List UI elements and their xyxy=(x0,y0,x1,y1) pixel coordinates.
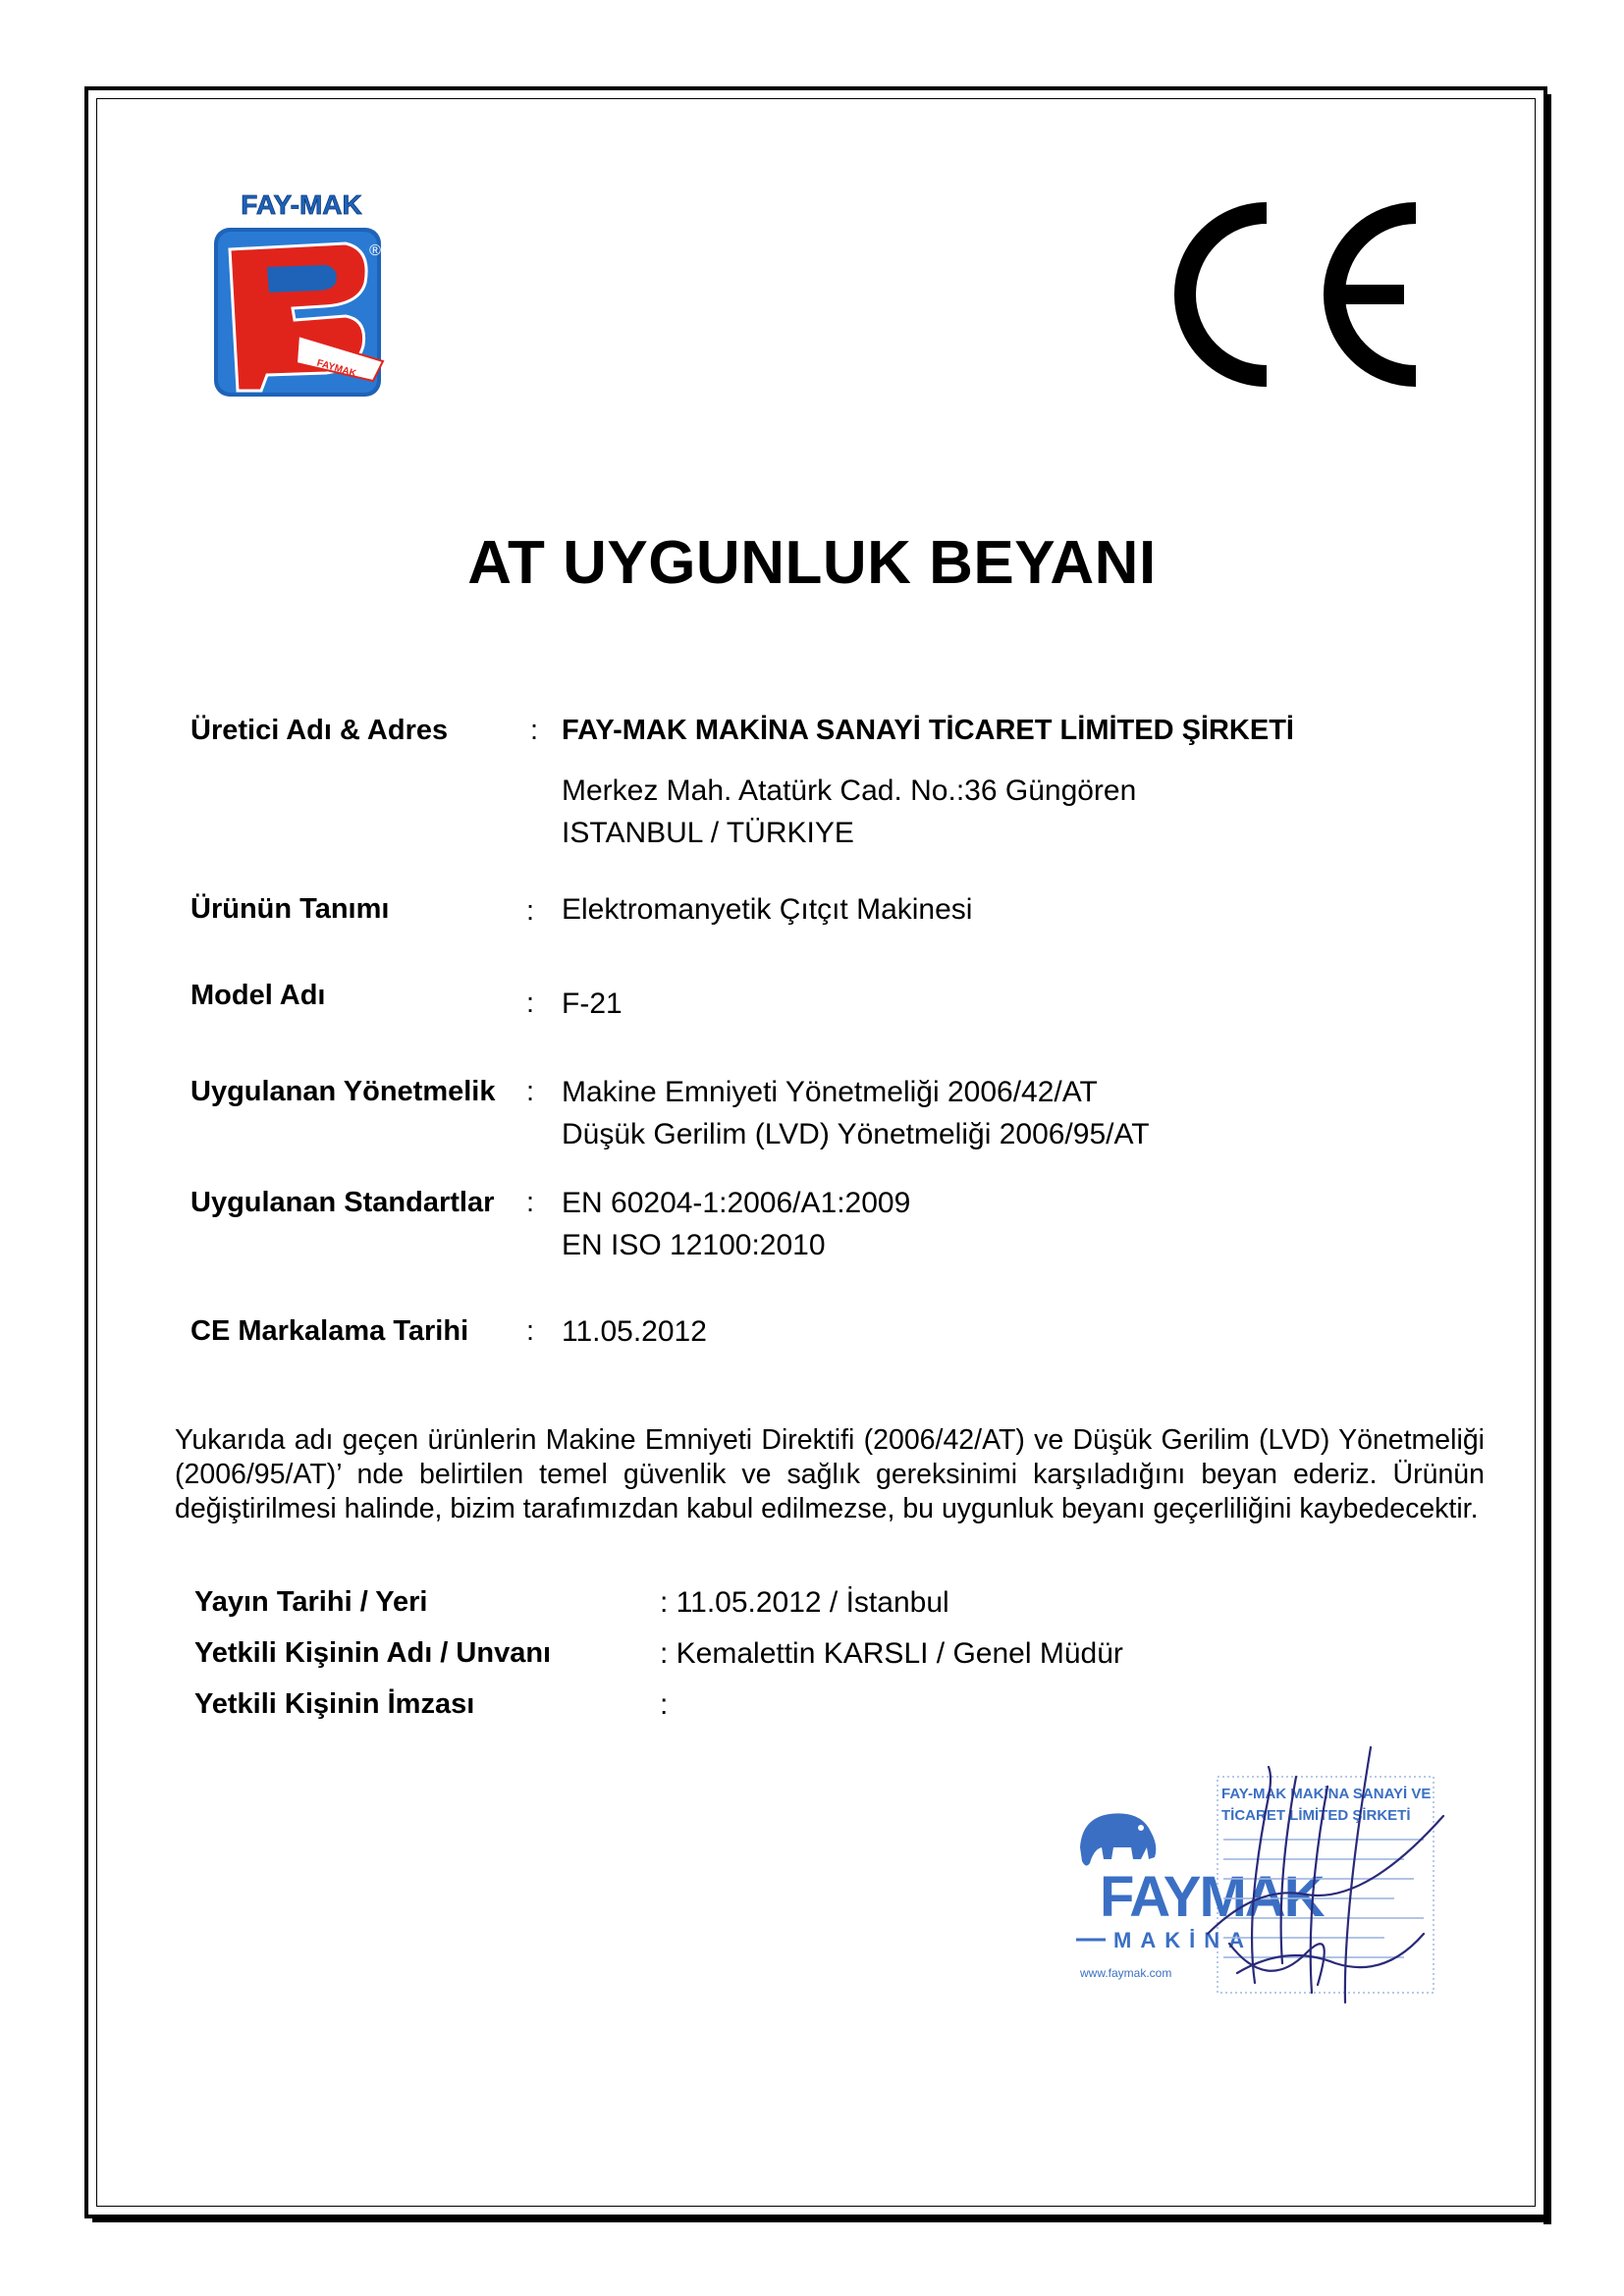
page-border-shadow-bottom xyxy=(92,2215,1551,2222)
ce-mark-icon xyxy=(1159,201,1424,388)
document-title: AT UYGUNLUK BEYANI xyxy=(467,529,1157,597)
signature-colon: : xyxy=(660,1688,669,1721)
svg-text:®: ® xyxy=(369,242,381,259)
manufacturer-label: Üretici Adı & Adres xyxy=(190,715,449,746)
svg-text:TİCARET LİMİTED ŞİRKETİ: TİCARET LİMİTED ŞİRKETİ xyxy=(1221,1807,1411,1824)
standard-line1: EN 60204-1:2006/A1:2009 xyxy=(562,1187,911,1219)
manufacturer-colon: : xyxy=(530,715,539,746)
ce-date-label: CE Markalama Tarihi xyxy=(190,1315,469,1347)
model-label: Model Adı xyxy=(190,980,326,1011)
product-value: Elektromanyetik Çıtçıt Makinesi xyxy=(562,893,973,926)
directive-line1: Makine Emniyeti Yönetmeliği 2006/42/AT xyxy=(562,1076,1098,1108)
manufacturer-name: FAY-MAK MAKİNA SANAYİ TİCARET LİMİTED ŞİRKETİ xyxy=(562,715,1294,746)
svg-text:FAYMAK: FAYMAK xyxy=(1100,1865,1324,1929)
product-colon: : xyxy=(526,895,535,927)
directives-colon: : xyxy=(526,1076,535,1107)
page-border-shadow-right xyxy=(1543,94,1551,2224)
company-logo xyxy=(208,188,395,404)
svg-text:FAY-MAK MAKİNA SANAYİ VE: FAY-MAK MAKİNA SANAYİ VE xyxy=(1221,1786,1432,1802)
svg-text:MAKİNA: MAKİNA xyxy=(1113,1928,1253,1952)
authorized-person-label: Yetkili Kişinin Adı / Unvanı xyxy=(194,1637,552,1669)
publish-value: : 11.05.2012 / İstanbul xyxy=(660,1586,949,1619)
product-label: Ürünün Tanımı xyxy=(190,893,390,925)
svg-text:FAYMAK: FAYMAK xyxy=(315,357,358,380)
ce-date-colon: : xyxy=(526,1315,535,1347)
svg-text:FAY-MAK: FAY-MAK xyxy=(241,189,362,220)
elephant-icon xyxy=(1080,1813,1156,1865)
standards-label: Uygulanan Standartlar xyxy=(190,1187,495,1218)
manufacturer-address-line2: ISTANBUL / TÜRKIYE xyxy=(562,817,854,849)
svg-text:www.faymak.com: www.faymak.com xyxy=(1080,1966,1172,1980)
standard-line2: EN ISO 12100:2010 xyxy=(562,1229,826,1261)
signature-label: Yetkili Kişinin İmzası xyxy=(194,1688,475,1720)
directive-line2: Düşük Gerilim (LVD) Yönetmeliği 2006/95/AT xyxy=(562,1118,1150,1150)
model-colon: : xyxy=(526,988,535,1019)
declaration-paragraph: Yukarıda adı geçen ürünlerin Makine Emniyeti Direktifi (2006/42/AT) ve Düşük Gerilim (LVD) Yönetmeliği (2006/95/AT)’ nde belirtilen temel güvenlik ve sağlık gereksinimi karşıladığını beyan ederiz. Ürünün değiştirilmesi halinde, bizim tarafımızdan kabul edilmezse, bu uygunluk beyanı geçerliliğini kaybedecektir. xyxy=(175,1424,1485,1524)
authorized-person-value: : Kemalettin KARSLI / Genel Müdür xyxy=(660,1637,1123,1670)
directives-label: Uygulanan Yönetmelik xyxy=(190,1076,496,1107)
model-value: F-21 xyxy=(562,988,623,1020)
publish-label: Yayın Tarihi / Yeri xyxy=(194,1586,428,1618)
ce-date-value: 11.05.2012 xyxy=(562,1315,707,1348)
company-stamp-signature xyxy=(1011,1737,1463,2042)
manufacturer-address-line1: Merkez Mah. Atatürk Cad. No.:36 Güngören xyxy=(562,774,1137,807)
standards-colon: : xyxy=(526,1187,535,1218)
